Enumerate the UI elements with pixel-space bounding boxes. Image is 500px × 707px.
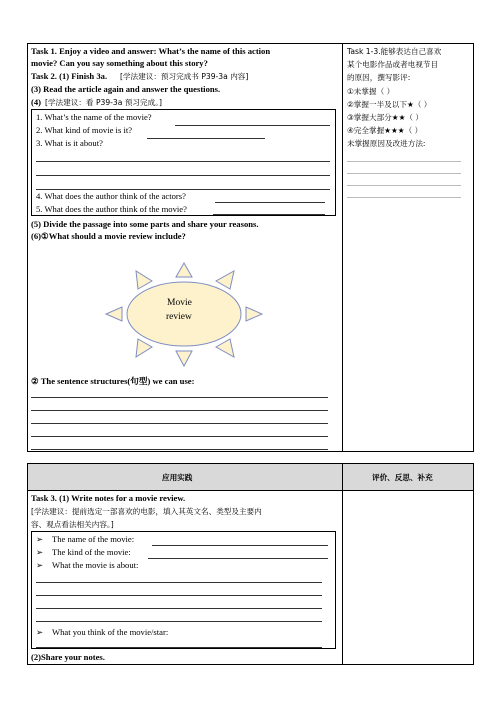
note-line-opinion[interactable] [36,647,322,648]
structure-line-2[interactable] [31,410,328,411]
sun-ray-top [176,263,192,277]
task1-line1: Task 1. Enjoy a video and answer: What’s the name of this action [31,46,271,56]
answer-line-2[interactable] [147,138,265,139]
note-line-kind[interactable] [148,558,328,559]
task2-label: Task 2. (1) Finish 3a. [31,71,108,81]
bottom-header-divider [27,490,474,491]
side-line-3: 的原因，撰写影评: [347,73,411,82]
question-5: 5. What does the author think of the movie? [36,204,187,214]
task3-hint-line1: [学法建议：提前选定一部喜欢的电影，填入其英文名、类型及主要内 [31,507,262,516]
task2-hint: [学法建议：预习完成书 P39-3a 内容] [120,72,249,81]
step6-text: (6)①What should a movie review include? [31,231,186,241]
side-note-line-4[interactable] [347,197,461,198]
side-line-reasons: 未掌握原因及改进方法: [347,139,426,148]
sun-ray-left [106,307,122,321]
sun-ray-bottom-right [216,339,234,357]
note-bullet-3: ➢ [36,560,44,570]
bottom-table-divider [342,463,343,665]
side-note-line-1[interactable] [347,161,461,162]
structure-line-4[interactable] [31,436,328,437]
step3-text: (3) Read the article again and answer the questions. [31,84,221,94]
side-line-2: 某个电影作品或者电视节目 [347,60,439,69]
answer-line-5[interactable] [213,214,325,215]
sun-ray-right [246,307,262,321]
question-2: 2. What kind of movie is it? [36,125,133,135]
structure-line-3[interactable] [31,423,328,424]
sun-ray-bottom-left [136,339,152,357]
sun-label-review: review [166,312,192,322]
side-option-3[interactable]: ③掌握大部分★★（ ） [347,113,423,122]
note-bullet-2: ➢ [36,547,44,557]
sun-label-movie: Movie [167,298,192,308]
question-1: 1. What’s the name of the movie? [36,112,152,122]
answer-line-3b[interactable] [36,175,330,176]
question-4: 4. What does the author think of the actors? [36,191,186,201]
header-application-practice: 应用实践 [162,473,193,482]
note-line-name[interactable] [152,545,328,546]
answer-line-3c[interactable] [36,189,330,190]
side-option-2[interactable]: ②掌握一半及以下★（ ） [347,100,432,109]
note-line-about-4[interactable] [36,621,322,622]
task3-hint-line2: 容、观点看法相关内容。] [31,520,114,529]
sun-ray-top-right [216,271,234,289]
sun-ray-bottom [176,351,192,366]
task3-label: Task 3. (1) Write notes for a movie review. [31,493,186,503]
structure-line-5[interactable] [31,449,328,450]
share-notes: (2)Share your notes. [31,652,105,662]
note-bullet-4: ➢ [36,627,44,637]
step5-text: (5) Divide the passage into some parts and share your reasons. [31,219,259,229]
side-line-1: Task 1-3.能够表达自己喜欢 [347,47,442,56]
top-table-divider [342,43,343,452]
structures-label: ② The sentence structures(句型) we can use: [31,376,195,386]
header-evaluation: 评价、反思、补充 [372,473,433,482]
structure-line-1[interactable] [31,397,328,398]
note-bullet-1: ➢ [36,534,44,544]
answer-line-4[interactable] [215,202,325,203]
note-opinion: What you think of the movie/star: [52,627,169,637]
sun-ray-top-left [136,271,152,289]
answer-line-3a[interactable] [36,161,330,162]
note-line-about-2[interactable] [36,595,322,596]
side-note-line-2[interactable] [347,173,461,174]
note-about: What the movie is about: [52,560,139,570]
side-note-line-3[interactable] [347,185,461,186]
note-name: The name of the movie: [52,534,135,544]
note-kind: The kind of the movie: [52,547,131,557]
side-option-1[interactable]: ①未掌握（ ） [347,87,395,96]
note-line-about-3[interactable] [36,608,322,609]
step4-prefix: (4) [31,97,42,107]
step4-hint: [学法建议：看 P39-3a 预习完成。] [45,98,162,107]
answer-line-1[interactable] [175,125,330,126]
note-line-about-1[interactable] [36,582,322,583]
question-3: 3. What is it about? [36,138,103,148]
side-option-4[interactable]: ④完全掌握★★★（ ） [347,126,423,135]
task1-line2: movie? Can you say something about this story? [31,58,208,68]
